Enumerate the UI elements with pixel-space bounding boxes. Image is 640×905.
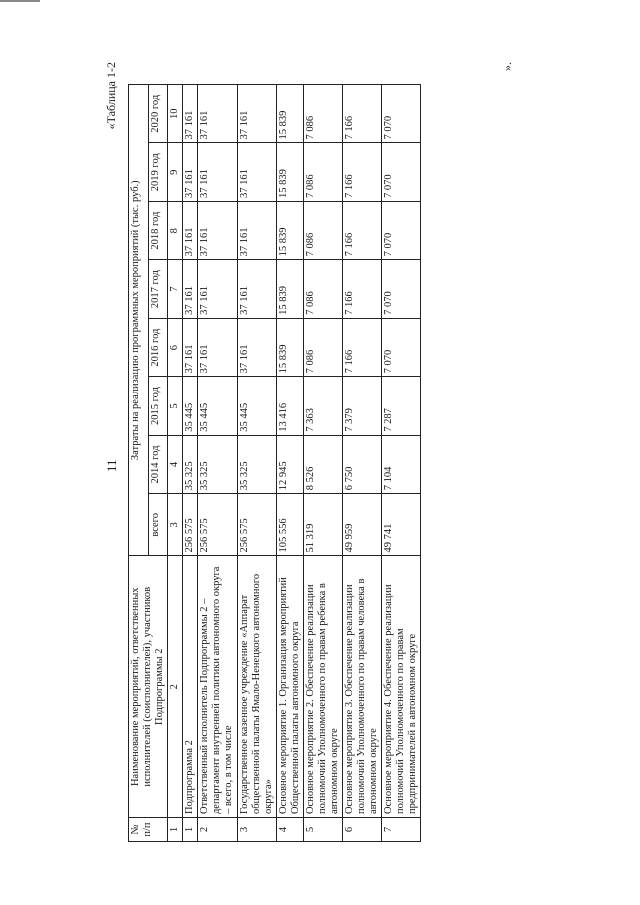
row-total: 49 959: [343, 494, 382, 556]
row-2020: 37 161: [183, 85, 198, 144]
closing-quote-mark: ».: [500, 62, 514, 71]
row-2015: 35 445: [183, 377, 198, 435]
costs-table: [128, 84, 421, 842]
rotated-content: [100, 62, 540, 842]
row-2016: 7 086: [303, 318, 342, 376]
header-total: всего: [148, 494, 168, 556]
row-2019: 7 086: [303, 143, 342, 201]
row-2018: 7 070: [382, 201, 421, 259]
row-2017: 37 161: [198, 260, 237, 318]
row-name: Основное мероприятие 1. Организация мероприятий Общественной палаты автономного округа: [276, 556, 303, 818]
header-year-2018: 2018 год: [148, 201, 168, 259]
header-costs-group: Затраты на реализацию программных мероприятий (тыс. руб.): [129, 85, 149, 556]
table-row: [276, 85, 303, 842]
table-row: [382, 85, 421, 842]
row-2017: 37 161: [183, 260, 198, 318]
column-index-cell: 8: [168, 201, 183, 259]
row-2014: 8 526: [303, 435, 342, 493]
row-2020: 15 839: [276, 85, 303, 144]
row-total: 51 319: [303, 494, 342, 556]
row-num: 6: [343, 818, 382, 842]
column-index-cell: 1: [168, 818, 183, 842]
row-2018: 37 161: [198, 201, 237, 259]
row-num: 2: [198, 818, 237, 842]
column-index-cell: 9: [168, 143, 183, 201]
row-total: 256 575: [198, 494, 237, 556]
row-2020: 7 070: [382, 85, 421, 144]
page-number: 11: [104, 459, 119, 472]
row-2015: 13 416: [276, 377, 303, 435]
header-num: № п/п: [129, 818, 168, 842]
row-total: 105 556: [276, 494, 303, 556]
header-year-2019: 2019 год: [148, 143, 168, 201]
row-2018: 7 166: [343, 201, 382, 259]
column-index-cell: 3: [168, 494, 183, 556]
row-2017: 7 086: [303, 260, 342, 318]
table-row: [198, 85, 237, 842]
row-2017: 15 839: [276, 260, 303, 318]
table-row: [303, 85, 342, 842]
row-num: 1: [183, 818, 198, 842]
row-2018: 37 161: [183, 201, 198, 259]
row-2014: 35 325: [237, 435, 276, 493]
row-2016: 15 839: [276, 318, 303, 376]
table-label: «Таблица 1-2: [104, 62, 118, 130]
table-row: [237, 85, 276, 842]
column-index-cell: 7: [168, 260, 183, 318]
header-year-2020: 2020 год: [148, 85, 168, 144]
row-2015: 7 363: [303, 377, 342, 435]
row-num: 4: [276, 818, 303, 842]
row-num: 5: [303, 818, 342, 842]
row-2020: 7 086: [303, 85, 342, 144]
row-2019: 37 161: [237, 143, 276, 201]
column-index-cell: 10: [168, 85, 183, 144]
row-2017: 37 161: [237, 260, 276, 318]
column-index-cell: 6: [168, 318, 183, 376]
row-2019: 7 166: [343, 143, 382, 201]
row-2020: 37 161: [237, 85, 276, 144]
row-name: Основное мероприятие 2. Обеспечение реализации полномочий Уполномоченного по правам ребенка в автономном округе: [303, 556, 342, 818]
row-2014: 12 945: [276, 435, 303, 493]
row-2014: 35 325: [183, 435, 198, 493]
header-row-1: [129, 85, 149, 842]
row-2016: 7 166: [343, 318, 382, 376]
row-2018: 37 161: [237, 201, 276, 259]
row-2014: 35 325: [198, 435, 237, 493]
row-name: Подпрограмма 2: [183, 556, 198, 818]
row-2016: 7 070: [382, 318, 421, 376]
header-year-2016: 2016 год: [148, 318, 168, 376]
row-2017: 7 166: [343, 260, 382, 318]
row-name: Ответственный исполнитель Подпрограммы 2 – департамент внутренней политики автономного округа – всего, в том числе: [198, 556, 237, 818]
row-name: Основное мероприятие 4. Обеспечение реализации полномочий Уполномоченного по правам предпринимателей в автономном округе: [382, 556, 421, 818]
column-index-row: [168, 85, 183, 842]
header-year-2017: 2017 год: [148, 260, 168, 318]
row-2014: 6 750: [343, 435, 382, 493]
header-year-2015: 2015 год: [148, 377, 168, 435]
row-2019: 37 161: [183, 143, 198, 201]
table-row: [183, 85, 198, 842]
table-row: [343, 85, 382, 842]
scan-artifact-line: [0, 0, 40, 2]
row-name: Государственное казенное учреждение «Аппарат общественной палаты Ямало-Ненецкого автономного округа»: [237, 556, 276, 818]
row-total: 256 575: [183, 494, 198, 556]
row-total: 256 575: [237, 494, 276, 556]
row-2020: 7 166: [343, 85, 382, 144]
row-2016: 37 161: [237, 318, 276, 376]
row-total: 49 741: [382, 494, 421, 556]
row-name: Основное мероприятие 3. Обеспечение реализации полномочий Уполномоченного по правам человека в автономном округе: [343, 556, 382, 818]
row-2020: 37 161: [198, 85, 237, 144]
row-2019: 37 161: [198, 143, 237, 201]
row-2019: 7 070: [382, 143, 421, 201]
column-index-cell: 2: [168, 556, 183, 818]
row-2017: 7 070: [382, 260, 421, 318]
row-2015: 35 445: [198, 377, 237, 435]
row-num: 3: [237, 818, 276, 842]
column-index-cell: 4: [168, 435, 183, 493]
column-index-cell: 5: [168, 377, 183, 435]
row-2016: 37 161: [198, 318, 237, 376]
row-2014: 7 104: [382, 435, 421, 493]
row-2018: 7 086: [303, 201, 342, 259]
row-2018: 15 839: [276, 201, 303, 259]
row-num: 7: [382, 818, 421, 842]
row-2016: 37 161: [183, 318, 198, 376]
header-name: Наименование мероприятий, ответственных исполнителей (соисполнителей), участников Подпрограммы 2: [129, 556, 168, 818]
row-2015: 7 379: [343, 377, 382, 435]
header-year-2014: 2014 год: [148, 435, 168, 493]
row-2015: 35 445: [237, 377, 276, 435]
row-2019: 15 839: [276, 143, 303, 201]
row-2015: 7 287: [382, 377, 421, 435]
